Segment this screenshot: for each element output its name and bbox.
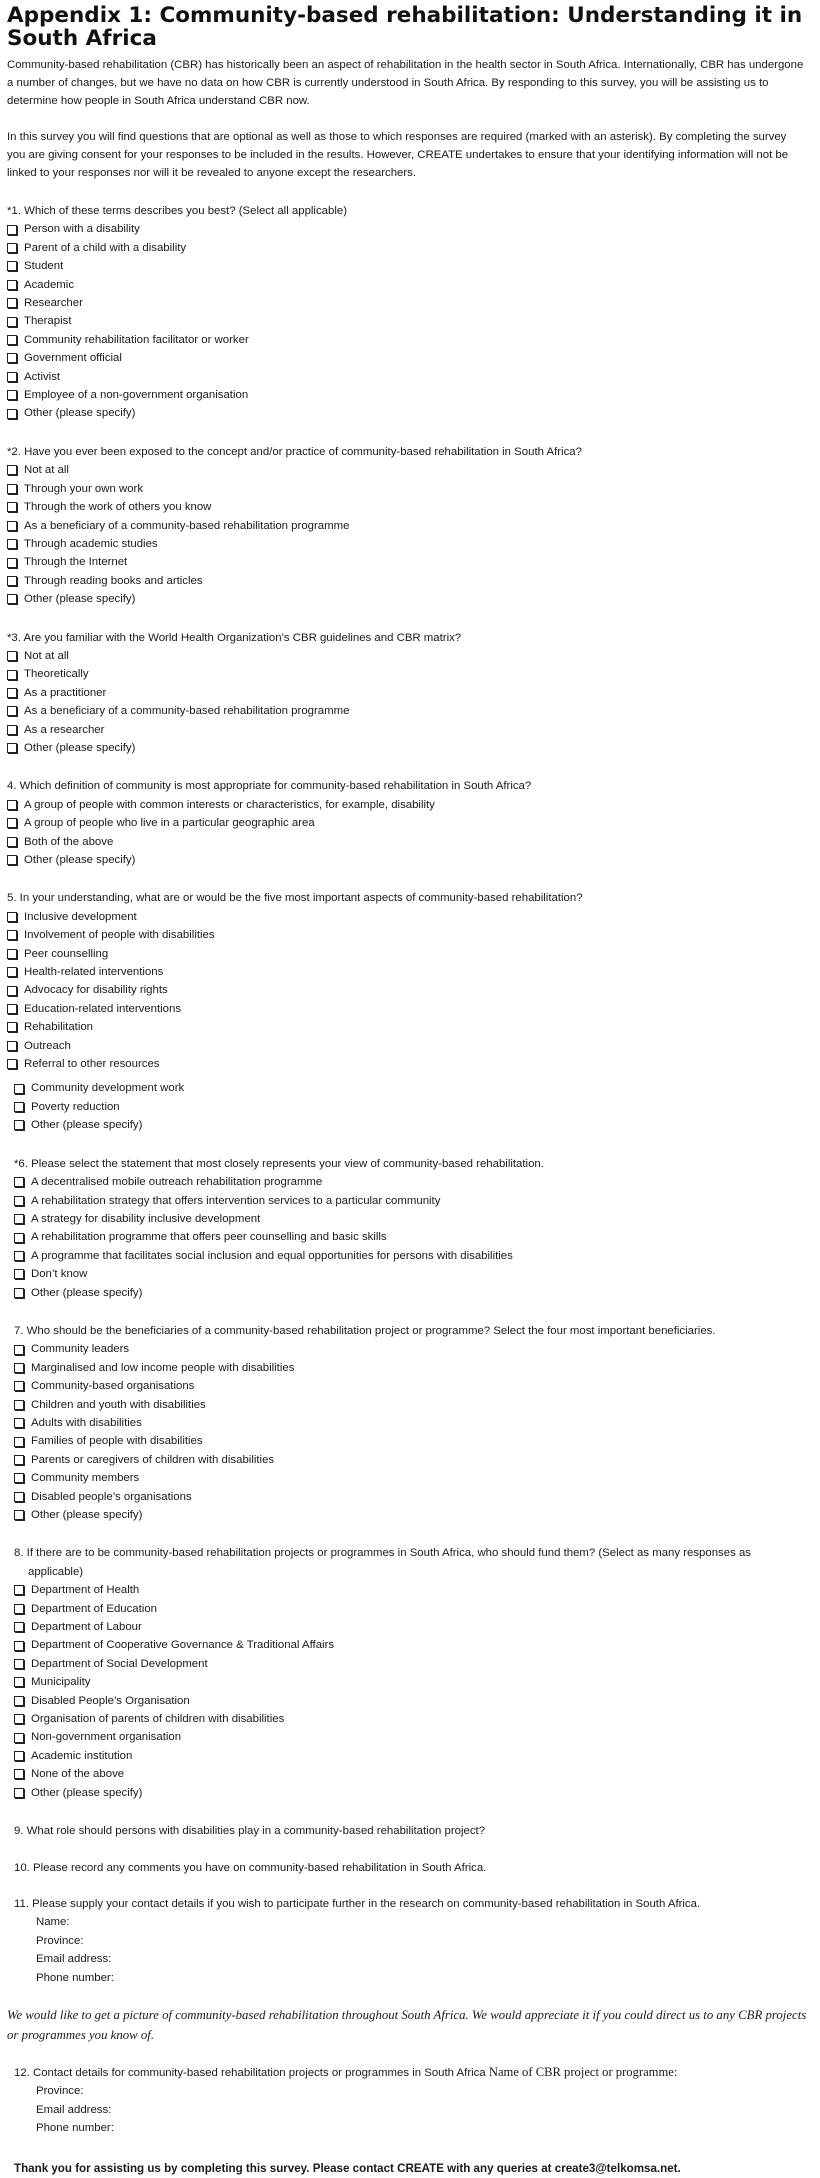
option-label: Non-government organisation <box>31 1731 182 1744</box>
checkbox-option[interactable] <box>7 702 807 720</box>
checkbox-option[interactable] <box>7 1728 807 1746</box>
checkbox-icon[interactable] <box>7 912 17 922</box>
checkbox-option[interactable] <box>7 294 807 312</box>
checkbox-icon[interactable] <box>7 280 17 290</box>
checkbox-icon[interactable] <box>7 558 17 568</box>
checkbox-option[interactable] <box>7 1000 807 1018</box>
question-5 <box>7 889 807 1134</box>
checkbox-option[interactable] <box>7 368 807 386</box>
checkbox-icon[interactable] <box>14 1251 24 1261</box>
option-label: Academic institution <box>31 1749 133 1762</box>
option-label: Both of the above <box>24 835 114 848</box>
question-text <box>7 2063 807 2082</box>
checkbox-icon[interactable] <box>7 1022 17 1032</box>
option-label: Parents or caregivers of children with disabilities <box>31 1453 275 1466</box>
checkbox-icon[interactable] <box>14 1696 24 1706</box>
option-label: Theoretically <box>24 668 89 681</box>
option-label: Other (please specify) <box>24 741 136 754</box>
option-label: Community members <box>31 1472 140 1485</box>
phone-field[interactable]: Phone number: <box>36 1971 114 1984</box>
page-title: Appendix 1: Community-based rehabilitation: Understanding it in South Africa <box>7 3 803 51</box>
checkbox-icon[interactable] <box>14 1659 24 1669</box>
checkbox-icon[interactable] <box>7 576 17 586</box>
checkbox-icon[interactable] <box>14 1381 24 1391</box>
checkbox-icon[interactable] <box>14 1677 24 1687</box>
checkbox-option[interactable] <box>7 498 807 516</box>
checkbox-icon[interactable] <box>7 409 17 419</box>
checkbox-icon[interactable] <box>14 1622 24 1632</box>
checkbox-icon[interactable] <box>14 1788 24 1798</box>
question-9 <box>7 1822 807 1840</box>
checkbox-icon[interactable] <box>7 465 17 475</box>
checkbox-icon[interactable] <box>14 1604 24 1614</box>
option-label: A programme that facilitates social inclusion and equal opportunities for persons with disabilities <box>31 1249 513 1262</box>
checkbox-option[interactable] <box>7 1055 807 1073</box>
checkbox-option[interactable] <box>7 1098 807 1116</box>
question-3 <box>7 629 807 758</box>
option-label: Parent of a child with a disability <box>24 241 187 254</box>
checkbox-icon[interactable] <box>7 317 17 327</box>
checkbox-option[interactable] <box>7 1396 807 1414</box>
option-label: As a beneficiary of a community-based rehabilitation programme <box>24 705 350 718</box>
option-label: Rehabilitation <box>24 1021 94 1034</box>
checkbox-icon[interactable] <box>14 1177 24 1187</box>
checkbox-icon[interactable] <box>14 1288 24 1298</box>
checkbox-icon[interactable] <box>7 800 17 810</box>
checkbox-icon[interactable] <box>14 1196 24 1206</box>
checkbox-icon[interactable] <box>14 1233 24 1243</box>
option-label: Employee of a non-government organisation <box>24 389 249 402</box>
checkbox-icon[interactable] <box>14 1641 24 1651</box>
option-label: Through academic studies <box>24 537 158 550</box>
option-label: Peer counselling <box>24 947 109 960</box>
option-label: Department of Health <box>31 1584 140 1597</box>
checkbox-option[interactable] <box>7 1414 807 1432</box>
option-label: Other (please specify) <box>31 1286 143 1299</box>
consent-paragraph: In this survey you will find questions that are optional as well as those to which responses are required (marked with an asterisk). By completing the survey you are giving consent for your responses to be included in the results. However, CREATE undertakes to ensure that your identifying information will not be linked to your responses nor will it be revealed to anyone except the researchers. <box>7 131 789 179</box>
thanks-note: Thank you for assisting us by completing this survey. Please contact CREATE with any queries at create3@telkomsa.net. <box>14 2161 681 2175</box>
contact-fields <box>7 1913 807 1987</box>
project-name-label[interactable]: Name of CBR project or programme: <box>488 2064 678 2079</box>
checkbox-option[interactable] <box>7 851 807 869</box>
checkbox-option[interactable] <box>7 1710 807 1728</box>
question-text: *6. Please select the statement that most closely represents your view of community-based rehabilitation. <box>14 1157 544 1170</box>
checkbox-option[interactable] <box>7 1765 807 1783</box>
checkbox-option[interactable] <box>7 257 807 275</box>
checkbox-option[interactable] <box>7 1018 807 1036</box>
checkbox-option[interactable] <box>7 1265 807 1283</box>
checkbox-option[interactable] <box>7 1228 807 1246</box>
options-list <box>7 908 807 1074</box>
question-text: 9. What role should persons with disabilities play in a community-based rehabilitation project? <box>14 1825 486 1838</box>
checkbox-option[interactable] <box>7 926 807 944</box>
checkbox-icon[interactable] <box>7 1059 17 1069</box>
checkbox-option[interactable] <box>7 684 807 702</box>
question-text: 4. Which definition of community is most appropriate for community-based rehabilitation in South Africa? <box>7 780 532 793</box>
name-field[interactable]: Name: <box>36 1916 70 1929</box>
checkbox-icon[interactable] <box>14 1714 24 1724</box>
checkbox-option[interactable] <box>7 535 807 553</box>
request-note: We would like to get a picture of community-based rehabilitation throughout South Africa. We would appreciate it if you could direct us to any CBR projects or programmes you know of. <box>7 2007 807 2042</box>
checkbox-option[interactable] <box>7 1506 807 1524</box>
option-label: Student <box>24 260 64 273</box>
checkbox-option[interactable] <box>7 1173 807 1191</box>
checkbox-icon[interactable] <box>14 1751 24 1761</box>
intro-paragraph: Community-based rehabilitation (CBR) has historically been an aspect of rehabilitation in the health sector in South Africa. Internationally, CBR has undergone a number of changes, but we have no data on how CBR is currently understood in South Africa. By responding to this survey, you will be assisting us to determine how people in South Africa understand CBR now. <box>7 59 804 107</box>
option-label: Organisation of parents of children with disabilities <box>31 1713 285 1726</box>
checkbox-option[interactable] <box>7 833 807 851</box>
checkbox-option[interactable] <box>7 590 807 608</box>
checkbox-icon[interactable] <box>14 1455 24 1465</box>
checkbox-icon[interactable] <box>7 390 17 400</box>
option-label: Community-based organisations <box>31 1380 195 1393</box>
checkbox-icon[interactable] <box>7 502 17 512</box>
checkbox-option[interactable] <box>7 981 807 999</box>
option-label: Disabled People’s Organisation <box>31 1694 190 1707</box>
question-text: 5. In your understanding, what are or would be the five most important aspects of community-based rehabilitation? <box>7 892 583 905</box>
checkbox-icon[interactable] <box>7 484 17 494</box>
question-8 <box>7 1544 807 1802</box>
option-label: A decentralised mobile outreach rehabilitation programme <box>31 1176 323 1189</box>
options-list <box>7 1581 807 1802</box>
option-label: Advocacy for disability rights <box>24 984 168 997</box>
checkbox-icon[interactable] <box>7 1004 17 1014</box>
question-text: *2. Have you ever been exposed to the concept and/or practice of community-based rehabilitation in South Africa? <box>7 445 582 458</box>
checkbox-icon[interactable] <box>7 949 17 959</box>
checkbox-icon[interactable] <box>14 1769 24 1779</box>
checkbox-option[interactable] <box>7 572 807 590</box>
checkbox-option[interactable] <box>7 349 807 367</box>
option-label: Outreach <box>24 1039 71 1052</box>
checkbox-option[interactable] <box>7 1359 807 1377</box>
checkbox-icon[interactable] <box>7 986 17 996</box>
checkbox-icon[interactable] <box>7 837 17 847</box>
options-list <box>7 1173 807 1302</box>
checkbox-option[interactable] <box>7 1673 807 1691</box>
checkbox-option[interactable] <box>7 517 807 535</box>
option-label: Department of Social Development <box>31 1657 208 1670</box>
option-label: Involvement of people with disabilities <box>24 929 215 942</box>
checkbox-icon[interactable] <box>7 261 17 271</box>
checkbox-icon[interactable] <box>7 818 17 828</box>
option-label: Other (please specify) <box>31 1786 143 1799</box>
checkbox-option[interactable] <box>7 796 807 814</box>
options-list <box>7 1340 807 1524</box>
checkbox-option[interactable] <box>7 1192 807 1210</box>
option-label: Marginalised and low income people with disabilities <box>31 1361 295 1374</box>
checkbox-icon[interactable] <box>7 725 17 735</box>
checkbox-icon[interactable] <box>7 670 17 680</box>
email-field[interactable]: Email address: <box>36 2103 112 2116</box>
option-label: Don’t know <box>31 1268 88 1281</box>
question-6 <box>7 1155 807 1302</box>
checkbox-option[interactable] <box>7 386 807 404</box>
option-label: Community leaders <box>31 1343 130 1356</box>
checkbox-icon[interactable] <box>7 706 17 716</box>
phone-field[interactable]: Phone number: <box>36 2122 114 2135</box>
option-label: Community rehabilitation facilitator or worker <box>24 333 249 346</box>
checkbox-option[interactable] <box>7 647 807 665</box>
question-text: 11. Please supply your contact details if you wish to participate further in the research on community-based rehabilitation in South Africa. <box>14 1897 701 1910</box>
question-text: 10. Please record any comments you have on community-based rehabilitation in South Africa. <box>14 1861 487 1874</box>
checkbox-option[interactable] <box>7 721 807 739</box>
option-label: Through the Internet <box>24 556 128 569</box>
option-label: Municipality <box>31 1676 91 1689</box>
checkbox-option[interactable] <box>7 461 807 479</box>
checkbox-icon[interactable] <box>7 298 17 308</box>
option-label: A rehabilitation programme that offers peer counselling and basic skills <box>31 1231 387 1244</box>
option-label: Therapist <box>24 315 72 328</box>
checkbox-icon[interactable] <box>14 1269 24 1279</box>
option-label: Person with a disability <box>24 223 140 236</box>
option-label: Department of Education <box>31 1602 158 1615</box>
option-label: As a researcher <box>24 723 105 736</box>
checkbox-icon[interactable] <box>14 1120 24 1130</box>
option-label: A group of people with common interests or characteristics, for example, disability <box>24 798 435 811</box>
option-label: Health-related interventions <box>24 966 164 979</box>
option-label: Government official <box>24 352 122 365</box>
checkbox-option[interactable] <box>7 1747 807 1765</box>
checkbox-icon[interactable] <box>7 930 17 940</box>
province-field[interactable]: Province: <box>36 1934 84 1947</box>
checkbox-option[interactable] <box>7 963 807 981</box>
checkbox-option[interactable] <box>7 1600 807 1618</box>
checkbox-option[interactable] <box>7 220 807 238</box>
checkbox-option[interactable] <box>7 553 807 571</box>
checkbox-option[interactable] <box>7 1488 807 1506</box>
option-label: None of the above <box>31 1768 125 1781</box>
checkbox-option[interactable] <box>7 814 807 832</box>
checkbox-option[interactable] <box>7 276 807 294</box>
options-list <box>7 796 807 870</box>
checkbox-option[interactable] <box>7 1340 807 1358</box>
checkbox-option[interactable] <box>7 331 807 349</box>
checkbox-icon[interactable] <box>7 1041 17 1051</box>
checkbox-icon[interactable] <box>7 855 17 865</box>
checkbox-option[interactable] <box>7 480 807 498</box>
checkbox-option[interactable] <box>7 1784 807 1802</box>
project-contact-fields <box>7 2082 807 2137</box>
checkbox-icon[interactable] <box>7 743 17 753</box>
checkbox-icon[interactable] <box>14 1733 24 1743</box>
checkbox-icon[interactable] <box>14 1510 24 1520</box>
option-label: Poverty reduction <box>31 1100 120 1113</box>
question-2 <box>7 443 807 609</box>
checkbox-option[interactable] <box>7 908 807 926</box>
question-text: 8. If there are to be community-based rehabilitation projects or programmes in South Africa, who should fund them? (Select as many responses as applicable) <box>14 1547 751 1578</box>
checkbox-option[interactable] <box>7 239 807 257</box>
checkbox-icon[interactable] <box>7 521 17 531</box>
checkbox-icon[interactable] <box>7 688 17 698</box>
province-field[interactable]: Province: <box>36 2085 84 2098</box>
checkbox-icon[interactable] <box>14 1585 24 1595</box>
options-list-continued <box>7 1079 807 1134</box>
checkbox-option[interactable] <box>7 1581 807 1599</box>
checkbox-option[interactable] <box>7 739 807 757</box>
option-label: Department of Cooperative Governance & Traditional Affairs <box>31 1639 335 1652</box>
option-label: A rehabilitation strategy that offers intervention services to a particular community <box>31 1194 441 1207</box>
question-1 <box>7 202 807 423</box>
question-10 <box>7 1859 807 1877</box>
checkbox-icon[interactable] <box>14 1345 24 1355</box>
option-label: Through your own work <box>24 482 144 495</box>
email-field[interactable]: Email address: <box>36 1953 112 1966</box>
options-list <box>7 220 807 422</box>
checkbox-option[interactable] <box>7 1451 807 1469</box>
option-label: Other (please specify) <box>24 854 136 866</box>
checkbox-icon[interactable] <box>7 335 17 345</box>
checkbox-option[interactable] <box>7 1037 807 1055</box>
checkbox-icon[interactable] <box>7 539 17 549</box>
option-label: Academic <box>24 278 75 291</box>
checkbox-option[interactable] <box>7 1618 807 1636</box>
checkbox-option[interactable] <box>7 1636 807 1654</box>
checkbox-icon[interactable] <box>14 1102 24 1112</box>
checkbox-option[interactable] <box>7 1377 807 1395</box>
checkbox-icon[interactable] <box>14 1492 24 1502</box>
checkbox-option[interactable] <box>7 1692 807 1710</box>
option-label: Researcher <box>24 297 83 310</box>
option-label: Other (please specify) <box>24 593 136 606</box>
option-label: Not at all <box>24 464 69 477</box>
checkbox-icon[interactable] <box>7 372 17 382</box>
checkbox-option[interactable] <box>7 1432 807 1450</box>
checkbox-icon[interactable] <box>7 967 17 977</box>
option-label: Department of Labour <box>31 1621 142 1634</box>
question-7 <box>7 1322 807 1524</box>
checkbox-option[interactable] <box>7 1247 807 1265</box>
checkbox-option[interactable] <box>7 1210 807 1228</box>
question-text: 7. Who should be the beneficiaries of a community-based rehabilitation project or programme? Select the four most important beneficiaries. <box>14 1324 716 1337</box>
option-label: Through the work of others you know <box>24 501 212 514</box>
checkbox-icon[interactable] <box>14 1437 24 1447</box>
option-label: Community development work <box>31 1082 185 1095</box>
question-12-prefix: 12. Contact details for community-based rehabilitation projects or programmes in South Africa <box>14 2066 489 2079</box>
option-label: As a practitioner <box>24 686 107 699</box>
checkbox-option[interactable] <box>7 1284 807 1302</box>
question-12 <box>7 2063 807 2138</box>
option-label: Not at all <box>24 649 69 662</box>
checkbox-icon[interactable] <box>14 1084 24 1094</box>
checkbox-option[interactable] <box>7 1116 807 1134</box>
question-11 <box>7 1895 807 1987</box>
question-4 <box>7 777 807 869</box>
checkbox-icon[interactable] <box>14 1418 24 1428</box>
option-label: Through reading books and articles <box>24 574 203 587</box>
checkbox-icon[interactable] <box>14 1363 24 1373</box>
option-label: Disabled people’s organisations <box>31 1490 192 1503</box>
option-label: Adults with disabilities <box>31 1416 142 1429</box>
option-label: Other (please specify) <box>31 1509 143 1521</box>
option-label: As a beneficiary of a community-based rehabilitation programme <box>24 519 350 532</box>
option-label: Children and youth with disabilities <box>31 1398 206 1411</box>
checkbox-icon[interactable] <box>7 225 17 235</box>
checkbox-icon[interactable] <box>7 353 17 363</box>
option-label: Inclusive development <box>24 910 137 923</box>
option-label: A strategy for disability inclusive development <box>31 1212 261 1225</box>
checkbox-icon[interactable] <box>14 1473 24 1483</box>
checkbox-option[interactable] <box>7 1655 807 1673</box>
checkbox-option[interactable] <box>7 404 807 422</box>
checkbox-option[interactable] <box>7 665 807 683</box>
question-text: *1. Which of these terms describes you best? (Select all applicable) <box>7 205 347 217</box>
option-label: Referral to other resources <box>24 1058 160 1071</box>
option-label: Other (please specify) <box>31 1119 143 1132</box>
option-label: A group of people who live in a particular geographic area <box>24 817 315 830</box>
option-label: Education-related interventions <box>24 1002 182 1015</box>
option-label: Families of people with disabilities <box>31 1435 203 1448</box>
checkbox-icon[interactable] <box>7 594 17 604</box>
question-text: *3. Are you familiar with the World Health Organization’s CBR guidelines and CBR matrix? <box>7 631 462 644</box>
options-list <box>7 647 807 757</box>
checkbox-option[interactable] <box>7 312 807 330</box>
checkbox-option[interactable] <box>7 1469 807 1487</box>
checkbox-icon[interactable] <box>14 1400 24 1410</box>
option-label: Activist <box>24 370 61 383</box>
checkbox-option[interactable] <box>7 1079 807 1097</box>
options-list <box>7 461 807 608</box>
checkbox-icon[interactable] <box>14 1214 24 1224</box>
checkbox-icon[interactable] <box>7 651 17 661</box>
checkbox-option[interactable] <box>7 945 807 963</box>
survey-page <box>7 0 807 2178</box>
checkbox-icon[interactable] <box>7 243 17 253</box>
option-label: Other (please specify) <box>24 407 136 420</box>
